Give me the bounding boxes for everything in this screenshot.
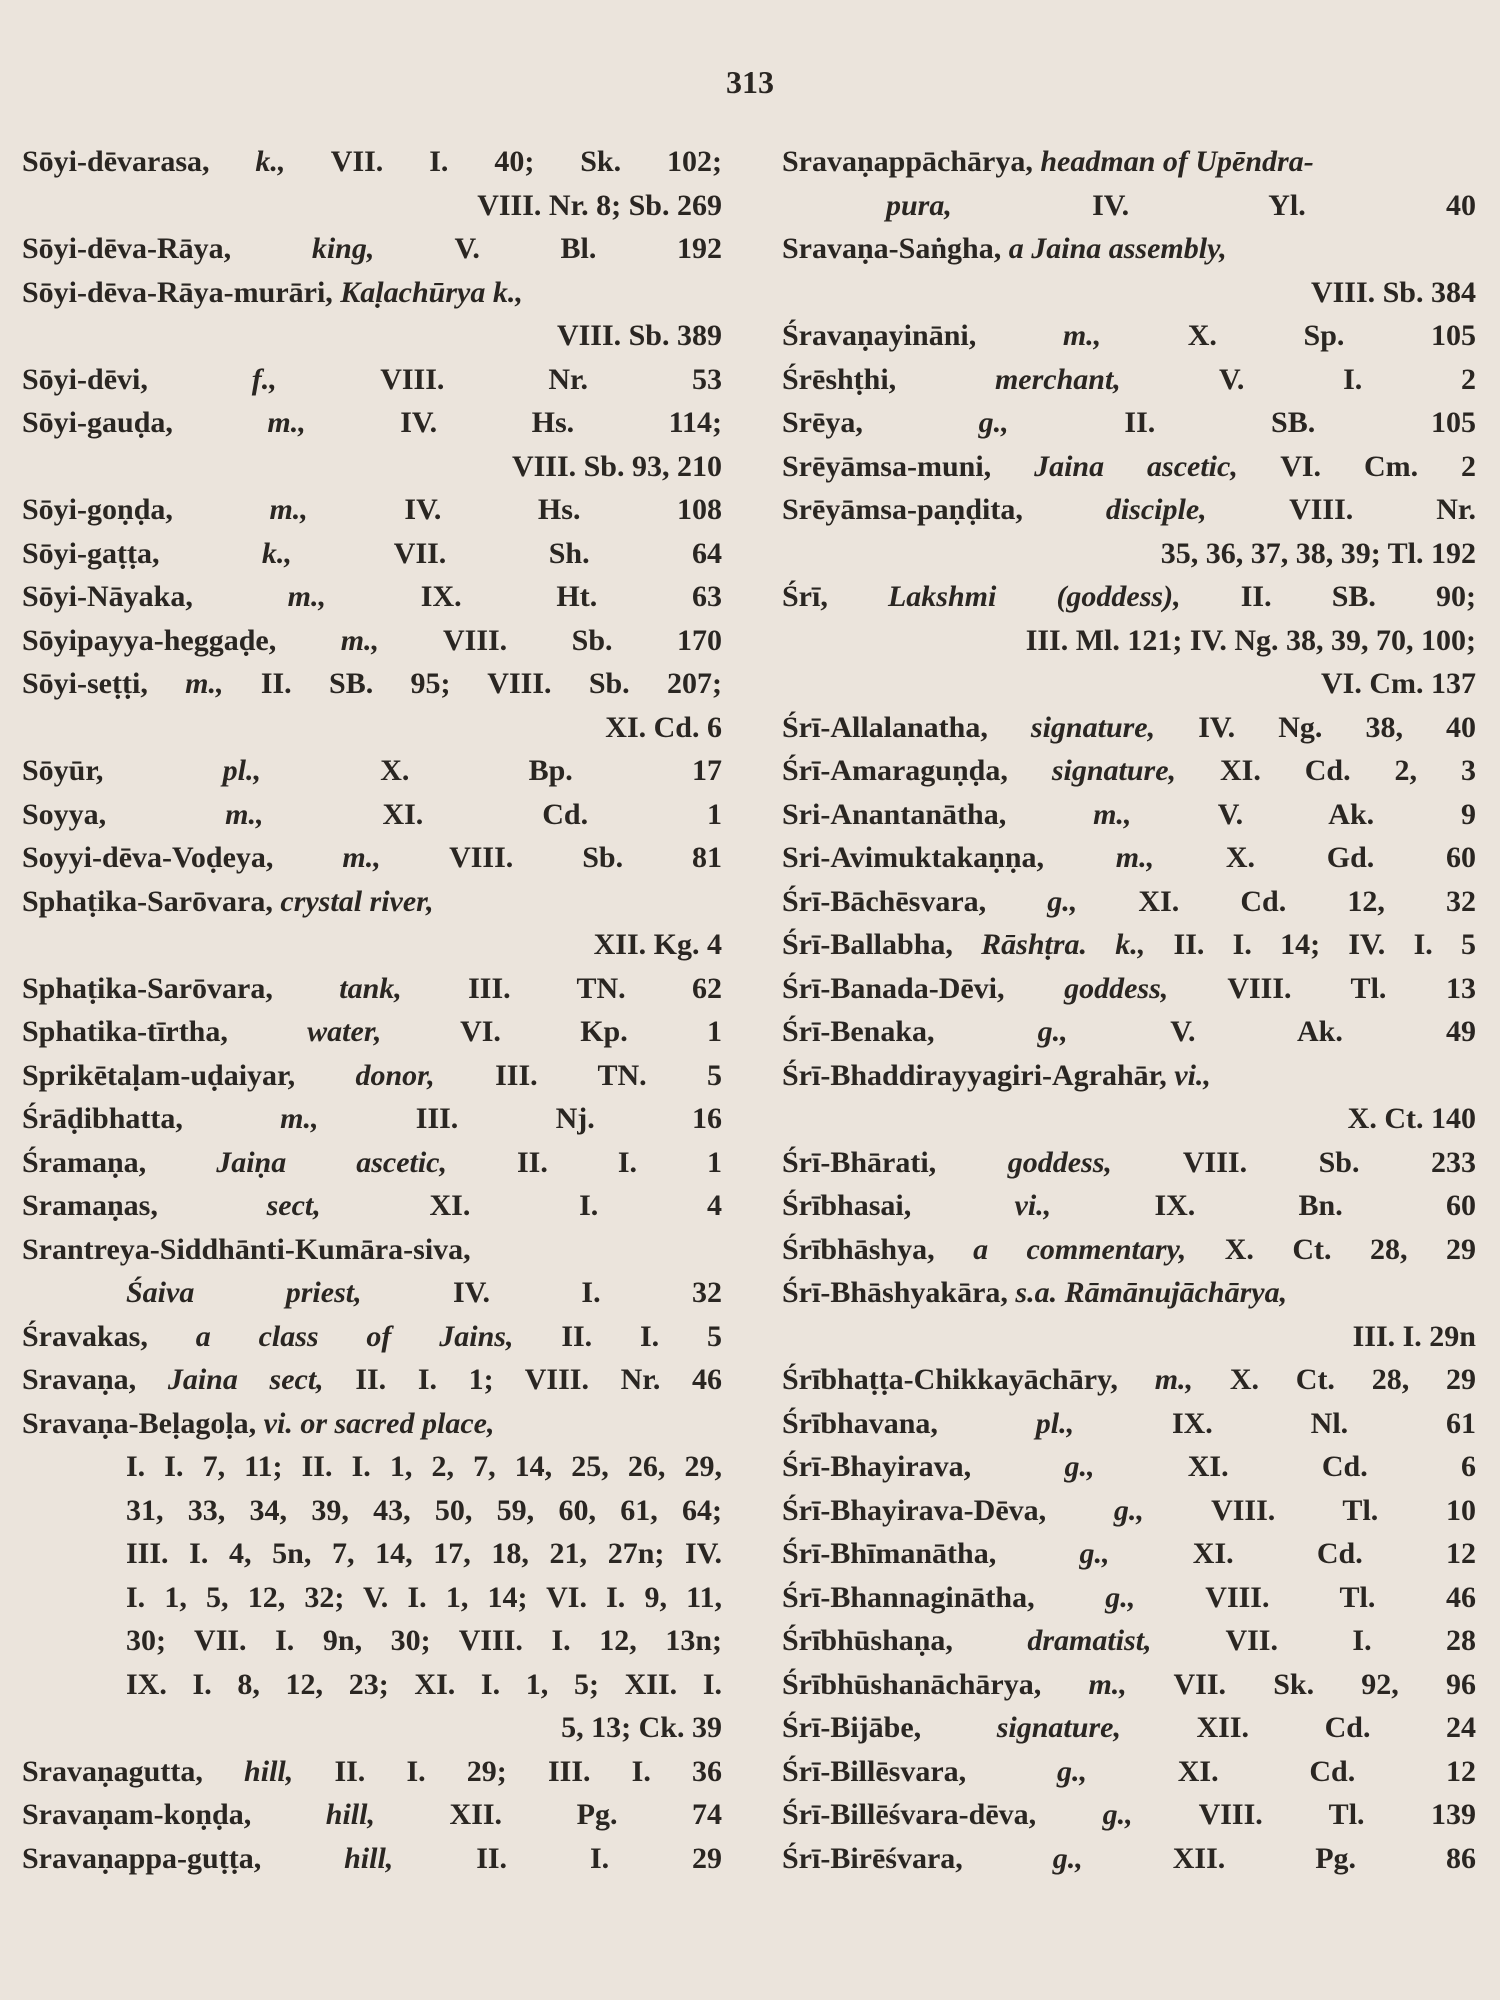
entry-description: tank, — [339, 971, 402, 1005]
entry-description: g., — [1056, 1754, 1087, 1788]
entry-name: Sōyi-seṭṭi, — [22, 667, 148, 700]
index-entry — [782, 358, 1476, 402]
entry-continuation: IX. I. 8, 12, 23; XI. I. 1, 5; XII. I. — [126, 1667, 722, 1701]
entry-continuation: I. I. 7, 11; II. I. 1, 2, 7, 14, 25, 26, 29, — [126, 1450, 722, 1483]
entry-name: Śravakas, — [22, 1319, 148, 1353]
index-entry-sub — [782, 184, 1476, 228]
entry-reference: VII. Sh. 64 — [393, 536, 722, 570]
entry-continuation: 5, 13; Ck. 39 — [561, 1711, 722, 1744]
index-entry — [782, 1750, 1476, 1794]
entry-reference: II. SB. 95; VIII. Sb. 207; — [260, 667, 722, 700]
index-entry — [22, 880, 722, 924]
index-entry — [782, 1228, 1476, 1272]
entry-name: Śrī-Billēsvara, — [782, 1754, 967, 1788]
index-entry — [22, 1402, 722, 1446]
index-entry — [22, 1097, 722, 1141]
entry-name: Srēyāmsa-muni, — [782, 449, 992, 483]
entry-name: Śrī-Bhīmanātha, — [782, 1537, 997, 1570]
entry-reference: XI. Cd. 12, 32 — [1138, 884, 1476, 918]
index-entry — [22, 575, 722, 619]
entry-name: Sphatika-tīrtha, — [22, 1015, 228, 1048]
index-entry — [22, 836, 722, 880]
entry-name: Soyyi-dēva-Voḍeya, — [22, 841, 274, 874]
entry-description: m., — [340, 623, 380, 657]
index-entry — [22, 793, 722, 837]
entry-name: Sōyi-Nāyaka, — [22, 580, 193, 613]
index-entry — [22, 358, 722, 402]
entry-reference: XII. Cd. 24 — [1196, 1711, 1476, 1744]
index-entry — [782, 967, 1476, 1011]
index-entry — [782, 880, 1476, 924]
entry-name: Sphaṭika-Sarōvara, — [22, 971, 273, 1005]
entry-description: g., — [1102, 1798, 1133, 1831]
entry-reference: VIII. Tl. 139 — [1198, 1798, 1476, 1831]
entry-continuation: I. 1, 5, 12, 32; V. I. 1, 14; VI. I. 9, 11, — [126, 1580, 722, 1614]
entry-description: m., — [287, 580, 326, 613]
index-entry — [782, 445, 1476, 489]
entry-continuation: III. I. 29n — [1352, 1319, 1476, 1353]
entry-reference: VIII. Tl. 46 — [1205, 1580, 1476, 1614]
index-entry — [782, 749, 1476, 793]
entry-description: m., — [1093, 797, 1132, 831]
entry-name: Sōyi-gauḍa, — [22, 406, 173, 439]
entry-name: Sōyi-dēvarasa, — [22, 145, 210, 178]
entry-reference: IV. Hs. 114; — [400, 406, 722, 439]
index-entry — [782, 1184, 1476, 1228]
entry-name: Sōyi-dēvi, — [22, 362, 148, 396]
index-entry — [22, 749, 722, 793]
entry-name: Śrī-Bhannaginātha, — [782, 1580, 1035, 1614]
entry-reference: V. Ak. 49 — [1170, 1015, 1476, 1048]
index-entry — [22, 227, 722, 271]
entry-description: g., — [1064, 1450, 1095, 1483]
index-entry — [22, 271, 722, 315]
index-entry — [22, 1141, 722, 1185]
entry-description: g., — [978, 406, 1009, 439]
index-entry — [782, 314, 1476, 358]
entry-name: Śrībhavana, — [782, 1406, 938, 1440]
entry-description: f., — [251, 362, 277, 396]
entry-reference: XI. Cd. 12 — [1192, 1537, 1476, 1570]
left-column — [22, 140, 722, 1880]
entry-reference: IX. Ht. 63 — [420, 580, 722, 613]
entry-reference: IX. Bn. 60 — [1154, 1189, 1476, 1222]
entry-description: king, — [311, 232, 375, 265]
entry-reference: IV. Ng. 38, 40 — [1198, 710, 1476, 744]
entry-name: Sri-Avimuktakaṇṇa, — [782, 841, 1045, 874]
entry-reference: X. Gd. 60 — [1225, 841, 1476, 874]
entry-continuation: 31, 33, 34, 39, 43, 50, 59, 60, 61, 64; — [126, 1493, 722, 1527]
index-entry — [782, 1532, 1476, 1576]
entry-description: m., — [1088, 1667, 1127, 1701]
entry-description: m., — [1062, 319, 1102, 352]
index-entry — [22, 1837, 722, 1881]
index-entry — [22, 1010, 722, 1054]
entry-reference: VIII. Nr. 53 — [380, 362, 722, 396]
entry-reference: IX. Nl. 61 — [1171, 1406, 1476, 1440]
entry-description: Kaḷachūrya k., — [340, 275, 523, 309]
entry-reference: III. Nj. 16 — [415, 1102, 722, 1135]
entry-reference: II. I. 5 — [561, 1319, 722, 1353]
entry-reference: VIII. Sb. 233 — [1182, 1145, 1476, 1179]
entry-name: Śrī-Bhayirava-Dēva, — [782, 1493, 1047, 1527]
entry-name: Śrībhāshya, — [782, 1232, 935, 1266]
entry-name: Śrī-Banada-Dēvi, — [782, 971, 1005, 1005]
entry-reference: VIII. Tl. 13 — [1227, 971, 1476, 1005]
entry-name: Śrēshṭhi, — [782, 362, 897, 396]
index-entry — [782, 1837, 1476, 1881]
entry-reference: VI. Kp. 1 — [460, 1015, 722, 1048]
entry-description: dramatist, — [1027, 1624, 1152, 1657]
entry-description: Jaina ascetic, — [1034, 449, 1238, 483]
index-entry — [782, 793, 1476, 837]
entry-name: Śrī-Bhāshyakāra, — [782, 1276, 1008, 1309]
index-entry — [782, 1619, 1476, 1663]
index-entry — [782, 706, 1476, 750]
index-entry — [782, 1445, 1476, 1489]
entry-reference: IV. Hs. 108 — [404, 493, 722, 526]
entry-name: Śrībhasai, — [782, 1189, 912, 1222]
entry-description: goddess, — [1064, 971, 1169, 1005]
entry-reference: III. TN. 62 — [468, 971, 722, 1005]
entry-reference: II. SB. 90; — [1240, 580, 1476, 613]
entry-continuation: VIII. Sb. 384 — [1310, 275, 1476, 309]
entry-description: Rāshṭra. k., — [981, 928, 1146, 961]
index-entry-sub — [22, 1271, 722, 1315]
entry-name: Sphaṭika-Sarōvara, — [22, 884, 273, 918]
index-entry — [782, 488, 1476, 532]
entry-reference: XII. Pg. 74 — [449, 1798, 722, 1831]
entry-reference: XI. I. 4 — [429, 1189, 722, 1222]
entry-name: Sōyi-dēva-Rāya-murāri, — [22, 275, 333, 309]
index-entry — [22, 532, 722, 576]
entry-name: Śrī-Bijābe, — [782, 1711, 922, 1744]
entry-description: g., — [1113, 1493, 1144, 1527]
entry-reference: II. I. 29; III. I. 36 — [334, 1754, 722, 1788]
entry-reference: V. I. 2 — [1219, 362, 1476, 396]
entry-name: Sōyipayya-heggaḍe, — [22, 623, 277, 657]
entry-name: Sōyi-dēva-Rāya, — [22, 232, 232, 265]
entry-name: Śrī, — [782, 580, 828, 613]
entry-name: Sravaṇa-Beḷagoḷa, — [22, 1406, 257, 1440]
entry-name: Sravaṇam-koṇḍa, — [22, 1798, 252, 1831]
entry-name: Śravaṇayināni, — [782, 319, 977, 352]
entry-description: a commentary, — [973, 1232, 1187, 1266]
entry-description: g., — [1105, 1580, 1136, 1614]
entry-description: g., — [1037, 1015, 1068, 1048]
index-entry — [22, 1358, 722, 1402]
entry-description: signature, — [996, 1711, 1121, 1744]
entry-name: Sravaṇa-Saṅgha, — [782, 232, 1002, 265]
entry-reference: VII. I. 40; Sk. 102; — [330, 145, 722, 178]
entry-reference: V. Ak. 9 — [1217, 797, 1476, 831]
entry-reference: X. Ct. 28, 29 — [1229, 1363, 1476, 1396]
index-entry — [22, 619, 722, 663]
entry-description: m., — [1154, 1363, 1194, 1396]
entry-name: Śrī-Bāchēsvara, — [782, 884, 987, 918]
entry-name: Sravaṇagutta, — [22, 1754, 203, 1788]
entry-description: a class of Jains, — [195, 1319, 514, 1353]
index-entry — [782, 401, 1476, 445]
entry-description: m., — [1115, 841, 1155, 874]
entry-description: vi. or sacred place, — [263, 1406, 495, 1440]
index-entry — [22, 1750, 722, 1794]
index-entry — [22, 662, 722, 706]
entry-name: Sravaṇappa-guṭṭa, — [22, 1841, 262, 1875]
entry-description: Jaiṇa ascetic, — [216, 1145, 447, 1179]
entry-reference: VI. Cm. 2 — [1280, 449, 1476, 483]
entry-reference: X. Bp. 17 — [380, 754, 722, 787]
index-entry — [22, 140, 722, 184]
entry-description: signature, — [1051, 754, 1177, 787]
index-entry — [782, 140, 1476, 184]
entry-continuation: 30; VII. I. 9n, 30; VIII. I. 12, 13n; — [126, 1624, 722, 1657]
index-entry — [782, 1576, 1476, 1620]
entry-name: Śrāḍibhatta, — [22, 1102, 183, 1135]
entry-description: m., — [185, 667, 224, 700]
entry-name: Śrī-Bhaddirayyagiri-Agrahār, — [782, 1058, 1167, 1092]
index-entry — [22, 1315, 722, 1359]
entry-name: Śrī-Bhayirava, — [782, 1450, 972, 1483]
entry-description: Jaina sect, — [167, 1363, 324, 1396]
entry-reference: VII. Sk. 92, 96 — [1173, 1667, 1476, 1701]
index-entry — [782, 1271, 1476, 1315]
index-entry — [782, 1663, 1476, 1707]
entry-description: a Jaina assembly, — [1008, 232, 1227, 265]
index-entry — [22, 1184, 722, 1228]
entry-reference: IV. I. 32 — [453, 1276, 722, 1309]
index-entry — [22, 1793, 722, 1837]
index-entry — [22, 488, 722, 532]
entry-description: pl., — [222, 754, 261, 787]
entry-description: water, — [307, 1015, 382, 1048]
entry-reference: XII. Pg. 86 — [1172, 1841, 1476, 1875]
entry-description: vi., — [1014, 1189, 1052, 1222]
entry-name: Sōyi-goṇḍa, — [22, 493, 173, 526]
entry-reference: XI. Cd. 2, 3 — [1219, 754, 1476, 787]
index-entry — [782, 1358, 1476, 1402]
entry-description: pura, — [886, 188, 952, 222]
entry-reference: III. TN. 5 — [495, 1058, 722, 1092]
entry-description: m., — [280, 1102, 319, 1135]
entry-description: hill, — [344, 1841, 394, 1875]
entry-description: g., — [1079, 1537, 1110, 1570]
entry-description: headman of Upēndra- — [1040, 145, 1314, 178]
entry-reference: XI. Cd. 6 — [1187, 1450, 1476, 1483]
entry-description: m., — [267, 406, 306, 439]
entry-continuation: III. Ml. 121; IV. Ng. 38, 39, 70, 100; — [1025, 623, 1476, 657]
index-entry — [782, 227, 1476, 271]
entry-name: Sravaṇa, — [22, 1363, 137, 1396]
entry-description: hill, — [244, 1754, 294, 1788]
entry-name: Śrī-Allalanatha, — [782, 710, 988, 744]
entry-reference: II. I. 1 — [517, 1145, 722, 1179]
entry-description: sect, — [266, 1189, 321, 1222]
entry-description: merchant, — [994, 362, 1121, 396]
index-entry — [782, 836, 1476, 880]
entry-name: Śrī-Birēśvara, — [782, 1841, 963, 1875]
entry-continuation: XI. Cd. 6 — [605, 710, 722, 744]
entry-description: k., — [255, 145, 286, 178]
entry-reference: VII. I. 28 — [1225, 1624, 1476, 1657]
entry-reference: II. I. 1; VIII. Nr. 46 — [355, 1363, 722, 1396]
entry-continuation: VIII. Sb. 389 — [556, 319, 722, 352]
entry-name: Śrībhūshaṇa, — [782, 1624, 953, 1657]
entry-continuation: VI. Cm. 137 — [1321, 667, 1476, 700]
entry-description: Śaiva priest, — [126, 1276, 362, 1309]
entry-reference: II. I. 14; IV. I. 5 — [1173, 928, 1476, 961]
entry-description: hill, — [325, 1798, 375, 1831]
entry-continuation: VIII. Sb. 93, 210 — [511, 449, 722, 483]
entry-name: Sprikētaḷam-uḍaiyar, — [22, 1058, 296, 1092]
entry-description: g., — [1052, 1841, 1083, 1875]
entry-description: donor, — [355, 1058, 435, 1092]
entry-name: Srēya, — [782, 406, 863, 439]
index-entry — [782, 1489, 1476, 1533]
entry-name: Śrī-Billēśvara-dēva, — [782, 1798, 1037, 1831]
entry-reference: VIII. Nr. — [1289, 493, 1476, 526]
entry-name: Śrī-Bhārati, — [782, 1145, 937, 1179]
entry-name: Sravaṇappāchārya, — [782, 145, 1033, 178]
entry-reference: X. Sp. 105 — [1187, 319, 1476, 352]
index-entry — [782, 1054, 1476, 1098]
entry-reference: XI. Cd. 12 — [1177, 1754, 1476, 1788]
entry-name: Śrī-Amaraguṇḍa, — [782, 754, 1008, 787]
entry-name: Soyya, — [22, 797, 107, 831]
index-entry — [22, 967, 722, 1011]
entry-description: s.a. Rāmānujāchārya, — [1015, 1276, 1288, 1309]
entry-reference: II. SB. 105 — [1124, 406, 1476, 439]
entry-name: Śrī-Ballabha, — [782, 928, 953, 961]
entry-description: m., — [342, 841, 381, 874]
entry-continuation: X. Ct. 140 — [1347, 1102, 1476, 1135]
entry-reference: X. Ct. 28, 29 — [1224, 1232, 1476, 1266]
index-entry — [22, 401, 722, 445]
entry-reference: II. I. 29 — [476, 1841, 722, 1875]
entry-description: signature, — [1030, 710, 1156, 744]
entry-reference: V. Bl. 192 — [454, 232, 722, 265]
entry-continuation: 35, 36, 37, 38, 39; Tl. 192 — [1160, 536, 1476, 570]
entry-reference: XI. Cd. 1 — [382, 797, 722, 831]
entry-name: Sōyi-gaṭṭa, — [22, 536, 160, 570]
entry-description: g., — [1047, 884, 1078, 918]
entry-description: goddess, — [1007, 1145, 1112, 1179]
index-entry — [782, 575, 1476, 619]
entry-description: vi., — [1174, 1058, 1211, 1092]
entry-description: k., — [261, 536, 292, 570]
entry-description: pl., — [1035, 1406, 1075, 1440]
entry-description: m., — [269, 493, 308, 526]
entry-reference: VIII. Sb. 170 — [442, 623, 722, 657]
entry-description: crystal river, — [280, 884, 434, 918]
entry-name: Sōyūr, — [22, 754, 104, 787]
page-number: 313 — [726, 64, 774, 100]
entry-description: m., — [225, 797, 264, 831]
entry-name: Śrī-Benaka, — [782, 1015, 935, 1048]
index-entry — [22, 1228, 722, 1272]
entry-reference: VIII. Sb. 81 — [449, 841, 722, 874]
entry-name: Sri-Anantanātha, — [782, 797, 1007, 831]
entry-name: Śrībhūshanāchārya, — [782, 1667, 1042, 1701]
index-entry — [782, 1706, 1476, 1750]
index-entry — [782, 1402, 1476, 1446]
right-column — [782, 140, 1476, 1880]
index-entry — [782, 1793, 1476, 1837]
entry-reference: VIII. Tl. 10 — [1211, 1493, 1476, 1527]
entry-reference: IV. Yl. 40 — [1092, 188, 1476, 222]
entry-name: Sramaṇas, — [22, 1189, 158, 1222]
index-entry — [782, 1010, 1476, 1054]
entry-continuation: VIII. Nr. 8; Sb. 269 — [477, 188, 722, 222]
entry-continuation: XII. Kg. 4 — [593, 928, 722, 961]
entry-continuation: III. I. 4, 5n, 7, 14, 17, 18, 21, 27n; IV. — [126, 1537, 722, 1570]
entry-description: Lakshmi (goddess), — [887, 580, 1181, 613]
entry-name: Śrībhaṭṭa-Chikkayāchāry, — [782, 1363, 1118, 1396]
index-entry — [782, 1141, 1476, 1185]
entry-description: disciple, — [1105, 493, 1207, 526]
index-entry — [782, 923, 1476, 967]
entry-name: Srantreya-Siddhānti-Kumāra-siva, — [22, 1232, 471, 1266]
entry-name: Śramaṇa, — [22, 1145, 147, 1179]
index-entry — [22, 1054, 722, 1098]
entry-name: Srēyāmsa-paṇḍita, — [782, 493, 1023, 526]
